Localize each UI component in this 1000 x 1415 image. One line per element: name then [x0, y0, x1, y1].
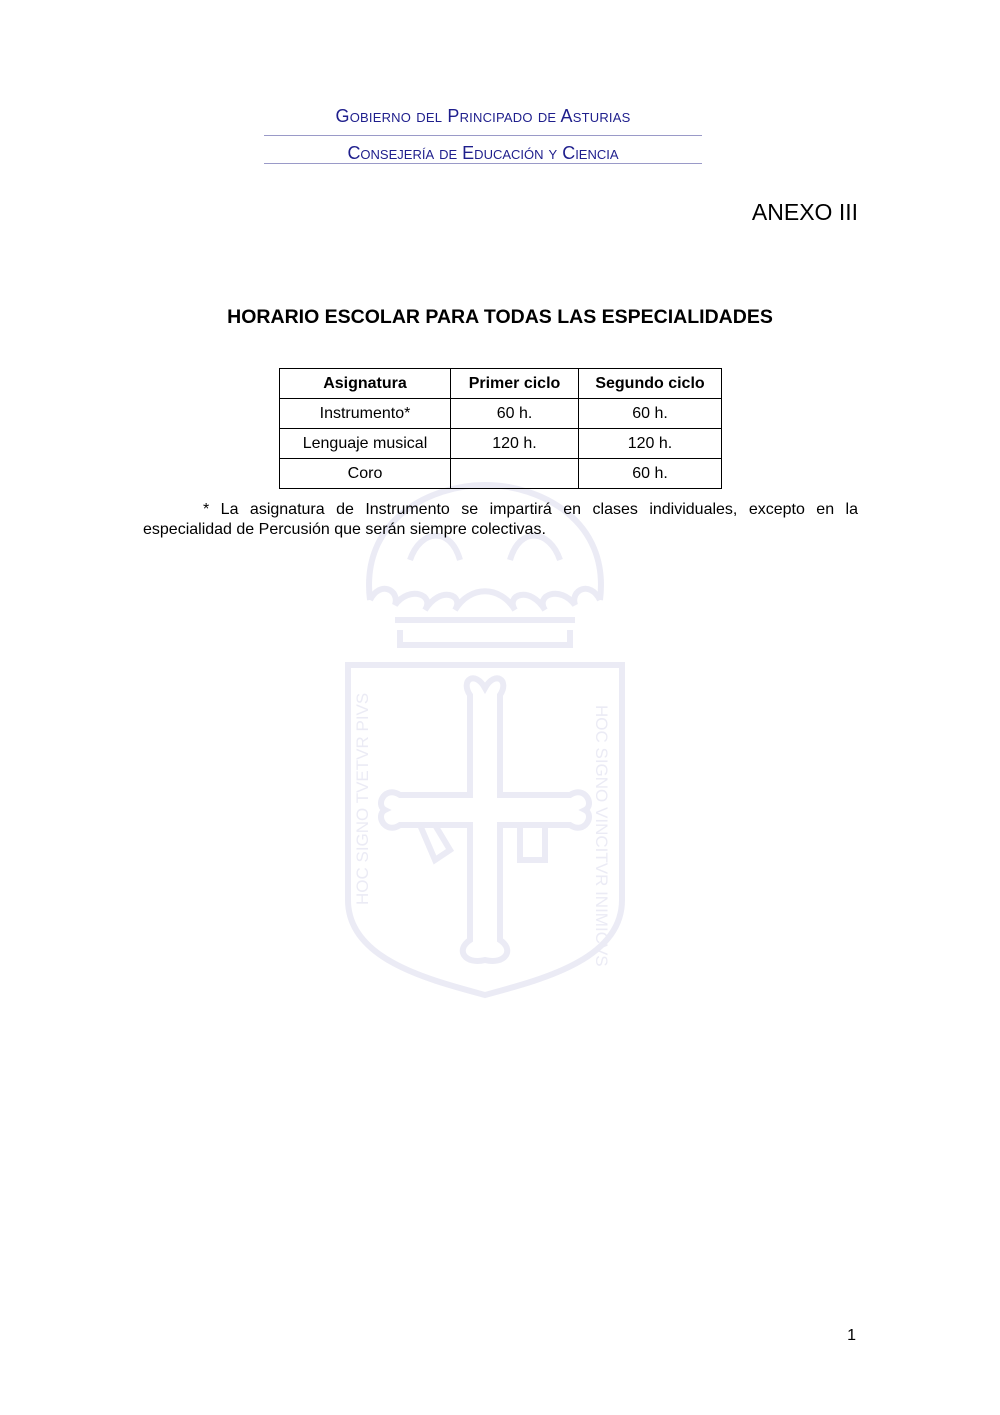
header-ministry-wrap [264, 140, 702, 159]
table-cell [451, 459, 579, 489]
column-header: Segundo ciclo [579, 369, 722, 399]
table-cell: 60 h. [451, 399, 579, 429]
column-header: Primer ciclo [451, 369, 579, 399]
annex-label: ANEXO III [751, 199, 858, 225]
header-divider [264, 135, 702, 136]
header-divider-bottom [264, 163, 702, 164]
table-row [280, 429, 722, 459]
asturias-coat-of-arms-watermark [340, 460, 630, 1010]
table-header-row [280, 369, 722, 399]
table-cell: 120 h. [579, 429, 722, 459]
watermark-right-text: HOC SIGNO VINCITVR INIMICVS [592, 705, 611, 967]
table-cell: Instrumento* [280, 399, 451, 429]
header-ministry: Consejería de Educación y Ciencia [347, 143, 619, 159]
column-header: Asignatura [280, 369, 451, 399]
schedule-table [279, 368, 722, 489]
table-row [280, 459, 722, 489]
watermark-left-text: HOC SIGNO TVETVR PIVS [353, 692, 372, 905]
table-cell: 60 h. [579, 399, 722, 429]
page-number: 1 [847, 1327, 856, 1344]
document-title: HORARIO ESCOLAR PARA TODAS LAS ESPECIALIDADES [227, 306, 773, 328]
footnote: * La asignatura de Instrumento se impartirá en clases individuales, excepto en la especialidad de Percusión que serán siempre colectivas. [143, 501, 858, 538]
table-cell: 60 h. [579, 459, 722, 489]
table-cell: 120 h. [451, 429, 579, 459]
table-cell: Coro [280, 459, 451, 489]
table-row [280, 399, 722, 429]
table-cell: Lenguaje musical [280, 429, 451, 459]
header-government: Gobierno del Principado de Asturias [335, 106, 631, 126]
